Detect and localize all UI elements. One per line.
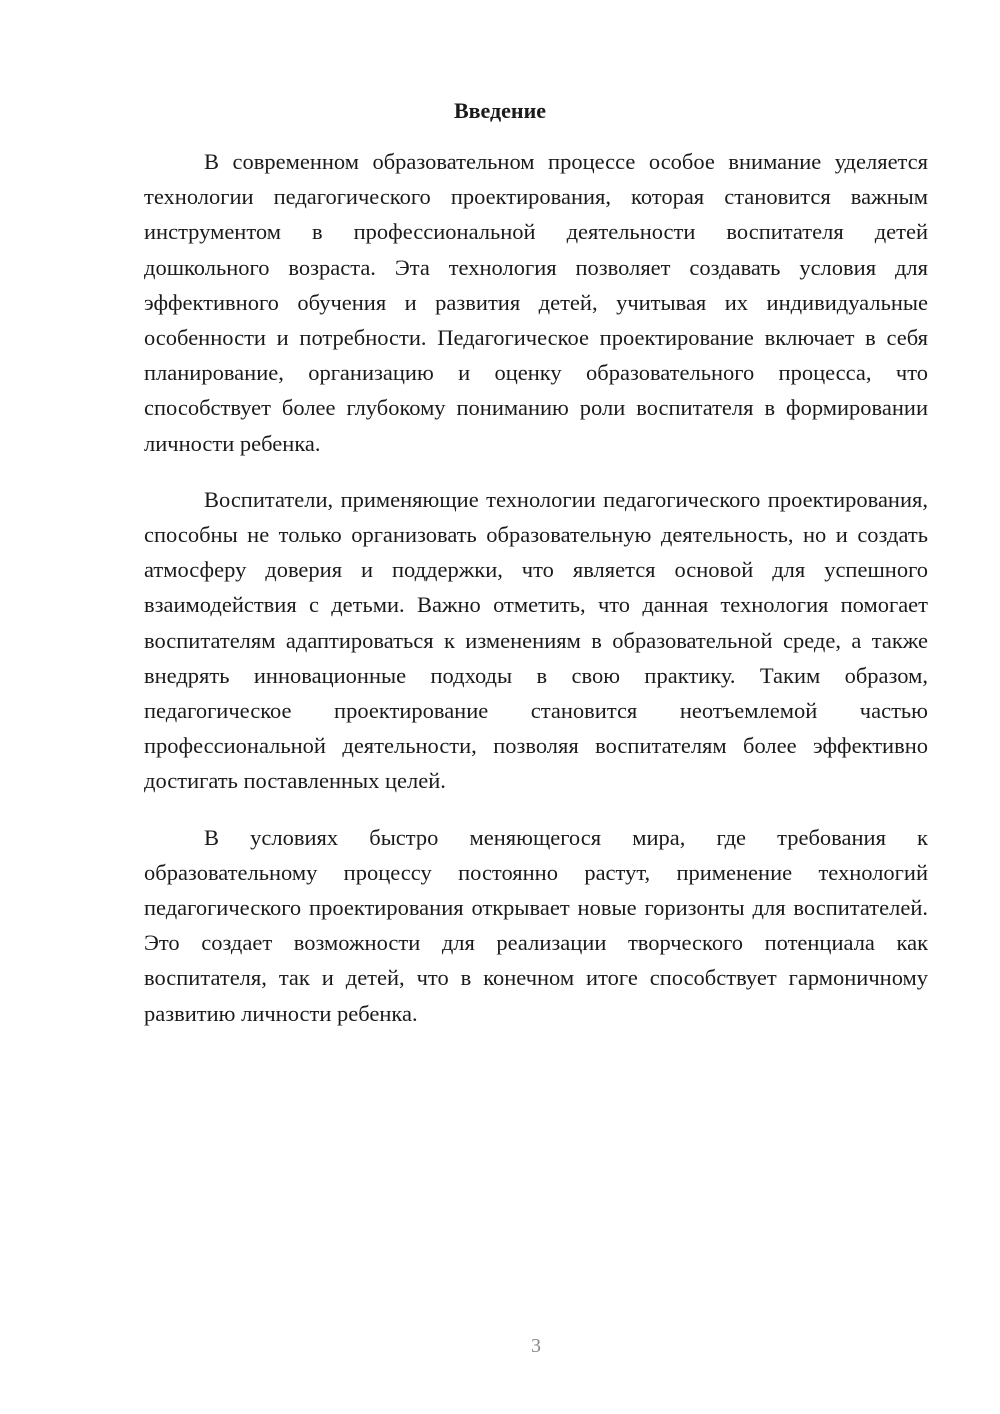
page-title: Введение <box>453 98 547 123</box>
paragraph-3: В условиях быстро меняющегося мира, где требования к образовательному процессу постоянно растут, применение технологий педагогического проектирования открывает новые горизонты для воспитателей. Это создает возможности для реализации творческого потенциала как воспитателя, так и детей, что в конечном итоге способствует гармоничному развитию личности ребенка. <box>144 824 928 1026</box>
paragraph-2: Воспитатели, применяющие технологии педагогического проектирования, способны не только организовать образовательную деятельность, но и создать атмосферу доверия и поддержки, что является основой для успешного взаимодействия с детьми. Важно отметить, что данная технология помогает воспитателям адаптироваться к изменениям в образовательной среде, а также внедрять инновационные подходы в свою практику. Таким образом, педагогическое проектирование становится неотъемлемой частью профессиональной деятельности, позволяя воспитателям более эффективно достигать поставленных целей. <box>144 486 928 794</box>
paragraph-1: В современном образовательном процессе особое внимание уделяется технологии педагогического проектирования, которая становится важным инструментом в профессиональной деятельности воспитателя детей дошкольного возраста. Эта технология позволяет создавать условия для эффективного обучения и развития детей, учитывая их индивидуальные особенности и потребности. Педагогическое проектирование включает в себя планирование, организацию и оценку образовательного процесса, что способствует более глубокому пониманию роли воспитателя в формировании личности ребенка. <box>144 149 928 456</box>
document-body <box>144 144 928 1052</box>
page-number: 3 <box>531 1335 541 1357</box>
